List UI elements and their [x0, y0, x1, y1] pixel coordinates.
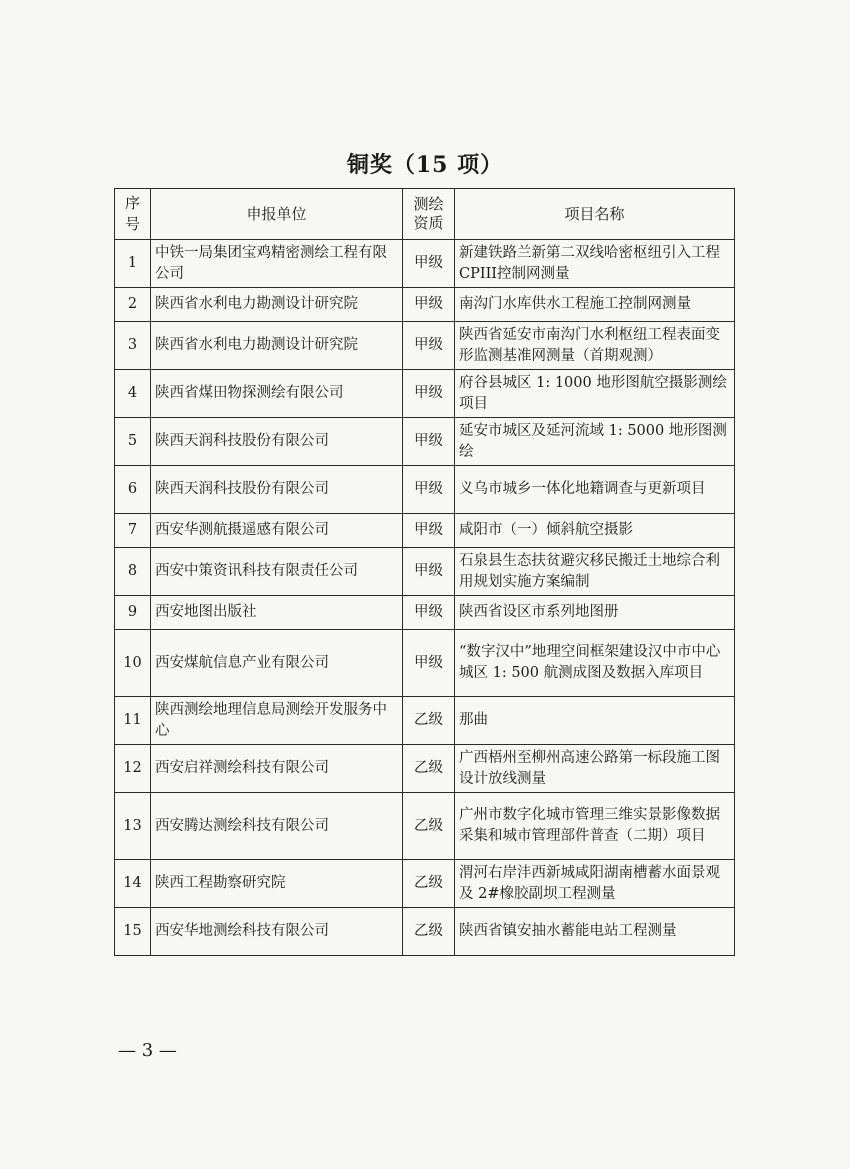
header-no: 序号: [115, 189, 151, 240]
header-grade-line1: 测绘: [413, 195, 444, 213]
cell-project: 延安市城区及延河流域 1: 5000 地形图测绘: [455, 418, 735, 466]
table-row: [115, 908, 735, 956]
cell-project: 石泉县生态扶贫避灾移民搬迁土地综合利用规划实施方案编制: [455, 548, 735, 596]
cell-no: 6: [115, 466, 151, 514]
cell-unit: 西安华测航摄遥感有限公司: [151, 514, 403, 548]
cell-unit: 陕西天润科技股份有限公司: [151, 418, 403, 466]
table-row: [115, 370, 735, 418]
cell-no: 4: [115, 370, 151, 418]
table-row: [115, 548, 735, 596]
page-title: 铜奖（15 项）: [346, 152, 504, 178]
cell-project: 广州市数字化城市管理三维实景影像数据采集和城市管理部件普查（二期）项目: [455, 793, 735, 860]
table-row: [115, 418, 735, 466]
cell-project: 新建铁路兰新第二双线哈密枢纽引入工程 CPIII控制网测量: [455, 240, 735, 288]
cell-no: 10: [115, 630, 151, 697]
cell-grade: 甲级: [403, 514, 455, 548]
cell-grade: 甲级: [403, 630, 455, 697]
cell-unit: 西安启祥测绘科技有限公司: [151, 745, 403, 793]
table-row: [115, 745, 735, 793]
cell-no: 14: [115, 860, 151, 908]
cell-project: 咸阳市（一）倾斜航空摄影: [455, 514, 735, 548]
table-row: [115, 630, 735, 697]
cell-grade: 甲级: [403, 288, 455, 322]
cell-grade: 甲级: [403, 596, 455, 630]
cell-unit: 西安中策资讯科技有限责任公司: [151, 548, 403, 596]
cell-grade: 甲级: [403, 240, 455, 288]
cell-no: 5: [115, 418, 151, 466]
page-number: — 3 —: [118, 1040, 177, 1061]
cell-no: 11: [115, 697, 151, 745]
header-grade-line2: 资质: [413, 214, 444, 232]
cell-unit: 西安华地测绘科技有限公司: [151, 908, 403, 956]
cell-project: “数字汉中”地理空间框架建设汉中市中心城区 1: 500 航测成图及数据入库项目: [455, 630, 735, 697]
table-header-row: [115, 189, 735, 240]
table-row: [115, 697, 735, 745]
cell-project: 渭河右岸沣西新城咸阳湖南槽蓄水面景观及 2#橡胶副坝工程测量: [455, 860, 735, 908]
cell-grade: 甲级: [403, 370, 455, 418]
cell-grade: 甲级: [403, 418, 455, 466]
cell-grade: 乙级: [403, 908, 455, 956]
table-row: [115, 596, 735, 630]
cell-project: 那曲: [455, 697, 735, 745]
cell-grade: 甲级: [403, 548, 455, 596]
cell-project: 陕西省延安市南沟门水利枢纽工程表面变形监测基准网测量（首期观测）: [455, 322, 735, 370]
cell-no: 13: [115, 793, 151, 860]
cell-no: 9: [115, 596, 151, 630]
cell-project: 陕西省设区市系列地图册: [455, 596, 735, 630]
header-grade: [403, 189, 455, 240]
cell-unit: 陕西省煤田物探测绘有限公司: [151, 370, 403, 418]
cell-unit: 西安煤航信息产业有限公司: [151, 630, 403, 697]
cell-grade: 甲级: [403, 322, 455, 370]
cell-no: 12: [115, 745, 151, 793]
cell-grade: 乙级: [403, 793, 455, 860]
cell-no: 8: [115, 548, 151, 596]
cell-project: 府谷县城区 1: 1000 地形图航空摄影测绘项目: [455, 370, 735, 418]
header-unit: 申报单位: [151, 189, 403, 240]
table-row: [115, 240, 735, 288]
cell-no: 7: [115, 514, 151, 548]
table-row: [115, 793, 735, 860]
table-row: [115, 322, 735, 370]
cell-no: 1: [115, 240, 151, 288]
cell-grade: 乙级: [403, 860, 455, 908]
cell-unit: 西安地图出版社: [151, 596, 403, 630]
cell-unit: 陕西省水利电力勘测设计研究院: [151, 322, 403, 370]
cell-project: 义乌市城乡一体化地籍调查与更新项目: [455, 466, 735, 514]
cell-unit: 中铁一局集团宝鸡精密测绘工程有限公司: [151, 240, 403, 288]
cell-grade: 甲级: [403, 466, 455, 514]
table-row: [115, 514, 735, 548]
cell-project: 陕西省镇安抽水蓄能电站工程测量: [455, 908, 735, 956]
cell-no: 3: [115, 322, 151, 370]
cell-project: 广西梧州至柳州高速公路第一标段施工图设计放线测量: [455, 745, 735, 793]
table-row: [115, 288, 735, 322]
cell-unit: 陕西测绘地理信息局测绘开发服务中心: [151, 697, 403, 745]
awards-table: [114, 188, 735, 956]
table-row: [115, 466, 735, 514]
cell-grade: 乙级: [403, 697, 455, 745]
header-project: 项目名称: [455, 189, 735, 240]
cell-no: 2: [115, 288, 151, 322]
cell-unit: 陕西工程勘察研究院: [151, 860, 403, 908]
cell-unit: 陕西天润科技股份有限公司: [151, 466, 403, 514]
cell-no: 15: [115, 908, 151, 956]
cell-grade: 乙级: [403, 745, 455, 793]
cell-unit: 西安腾达测绘科技有限公司: [151, 793, 403, 860]
cell-project: 南沟门水库供水工程施工控制网测量: [455, 288, 735, 322]
cell-unit: 陕西省水利电力勘测设计研究院: [151, 288, 403, 322]
table-row: [115, 860, 735, 908]
